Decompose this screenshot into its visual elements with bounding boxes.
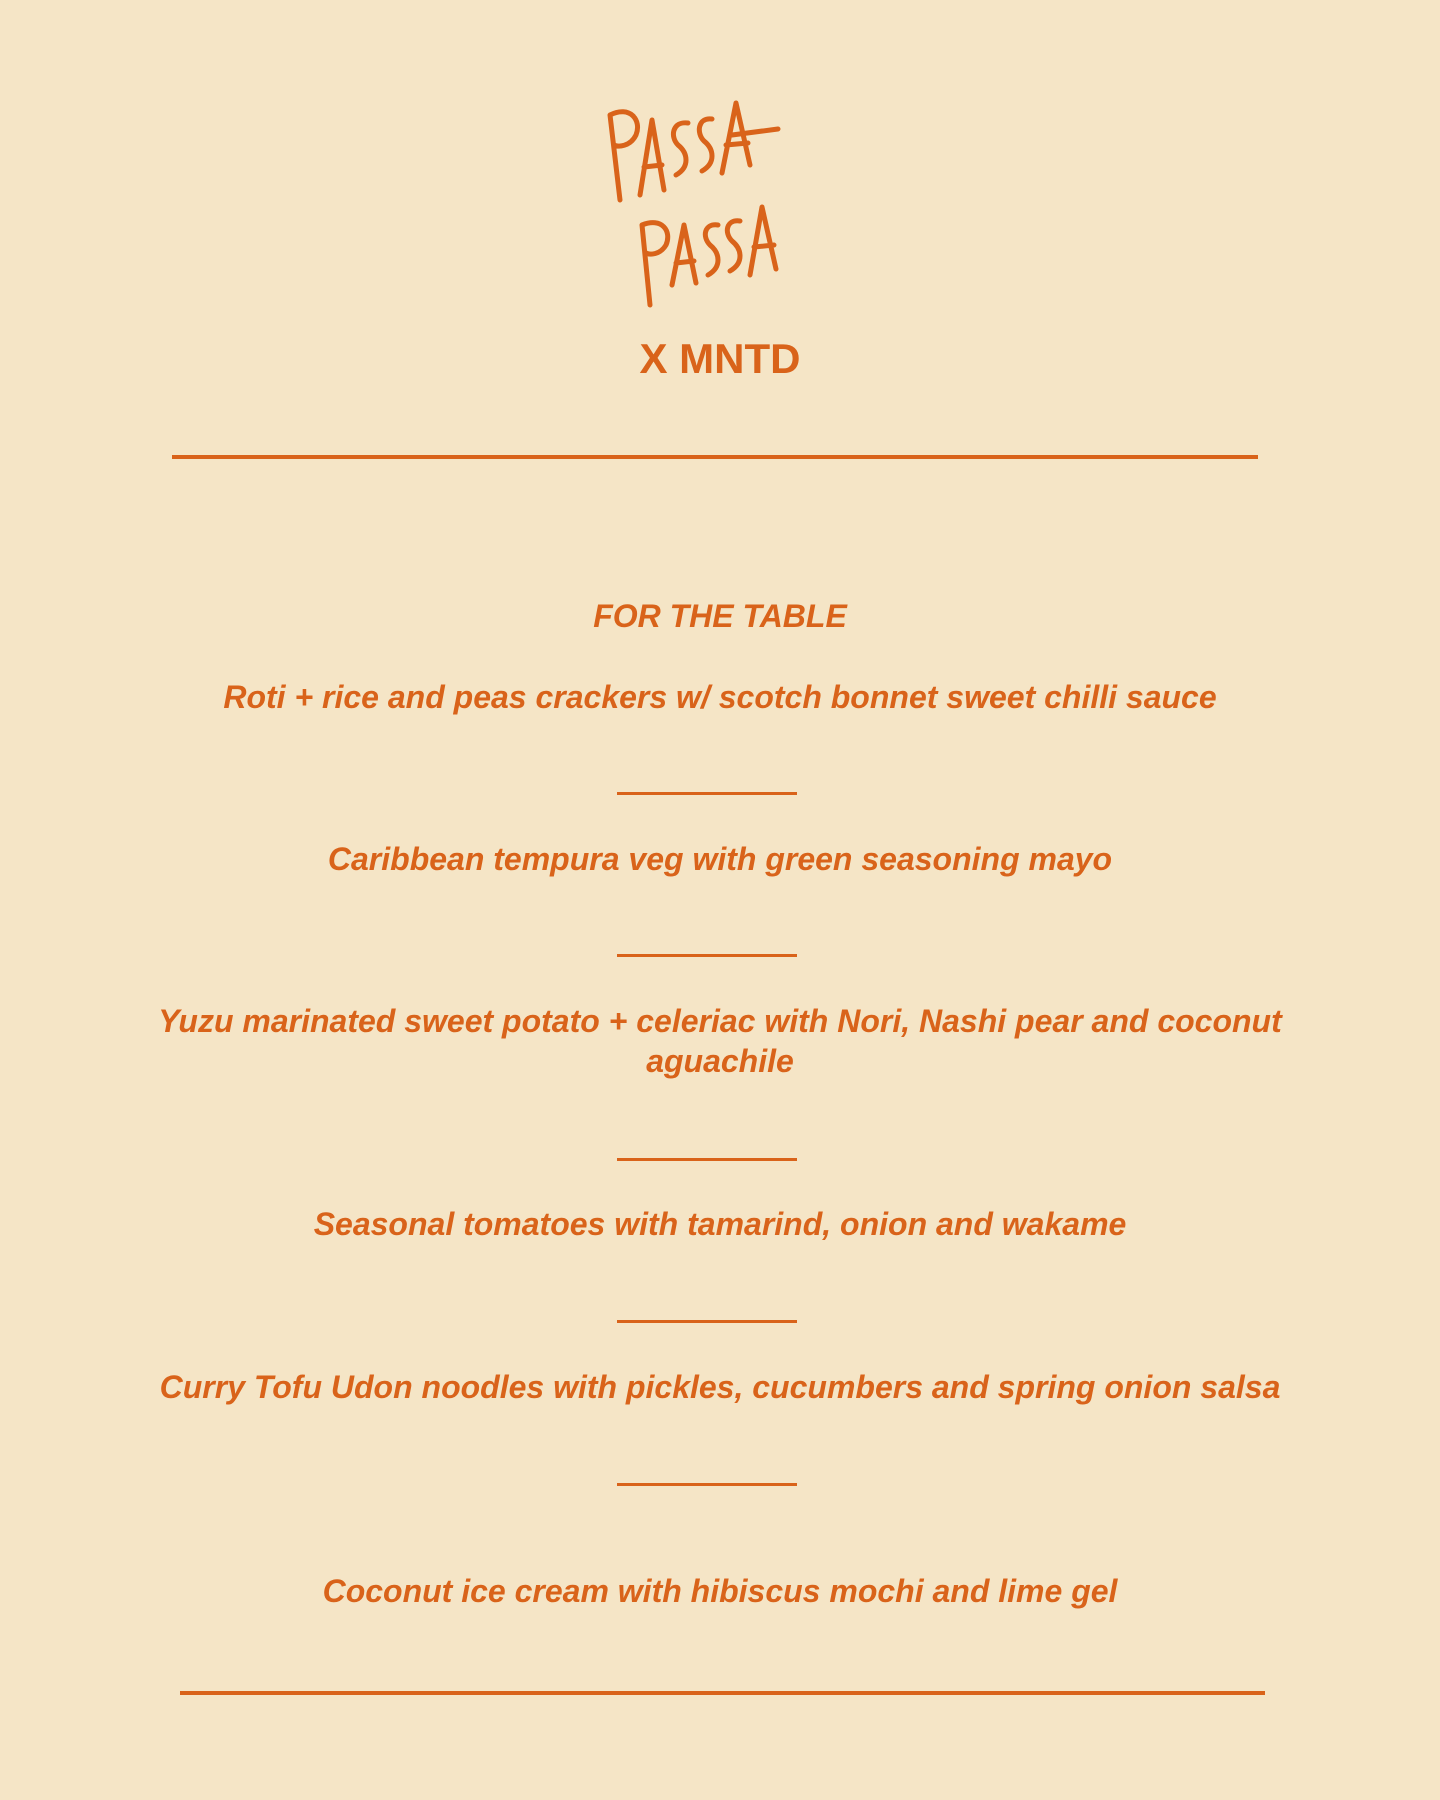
menu-item: Caribbean tempura veg with green seasoning mayo xyxy=(327,841,1113,877)
item-separator xyxy=(617,954,797,957)
menu-item: Roti + rice and peas crackers w/ scotch bonnet sweet chilli sauce xyxy=(223,679,1217,715)
bottom-divider xyxy=(180,1691,1265,1695)
menu-item: Seasonal tomatoes with tamarind, onion and wakame xyxy=(313,1206,1127,1242)
passa-passa-logo xyxy=(600,95,800,325)
top-divider xyxy=(172,455,1258,459)
section-heading: FOR THE TABLE xyxy=(593,598,847,634)
item-separator xyxy=(617,792,797,795)
item-separator xyxy=(617,1158,797,1161)
collab-subtitle: X MNTD xyxy=(639,335,801,382)
item-separator xyxy=(617,1483,797,1486)
menu-item: Curry Tofu Udon noodles with pickles, cucumbers and spring onion salsa xyxy=(159,1369,1281,1405)
item-separator xyxy=(617,1320,797,1323)
menu-item: Coconut ice cream with hibiscus mochi and lime gel xyxy=(322,1573,1118,1609)
menu-item: Yuzu marinated sweet potato + celeriac with Nori, Nashi pear and coconut aguachile xyxy=(158,1003,1282,1079)
